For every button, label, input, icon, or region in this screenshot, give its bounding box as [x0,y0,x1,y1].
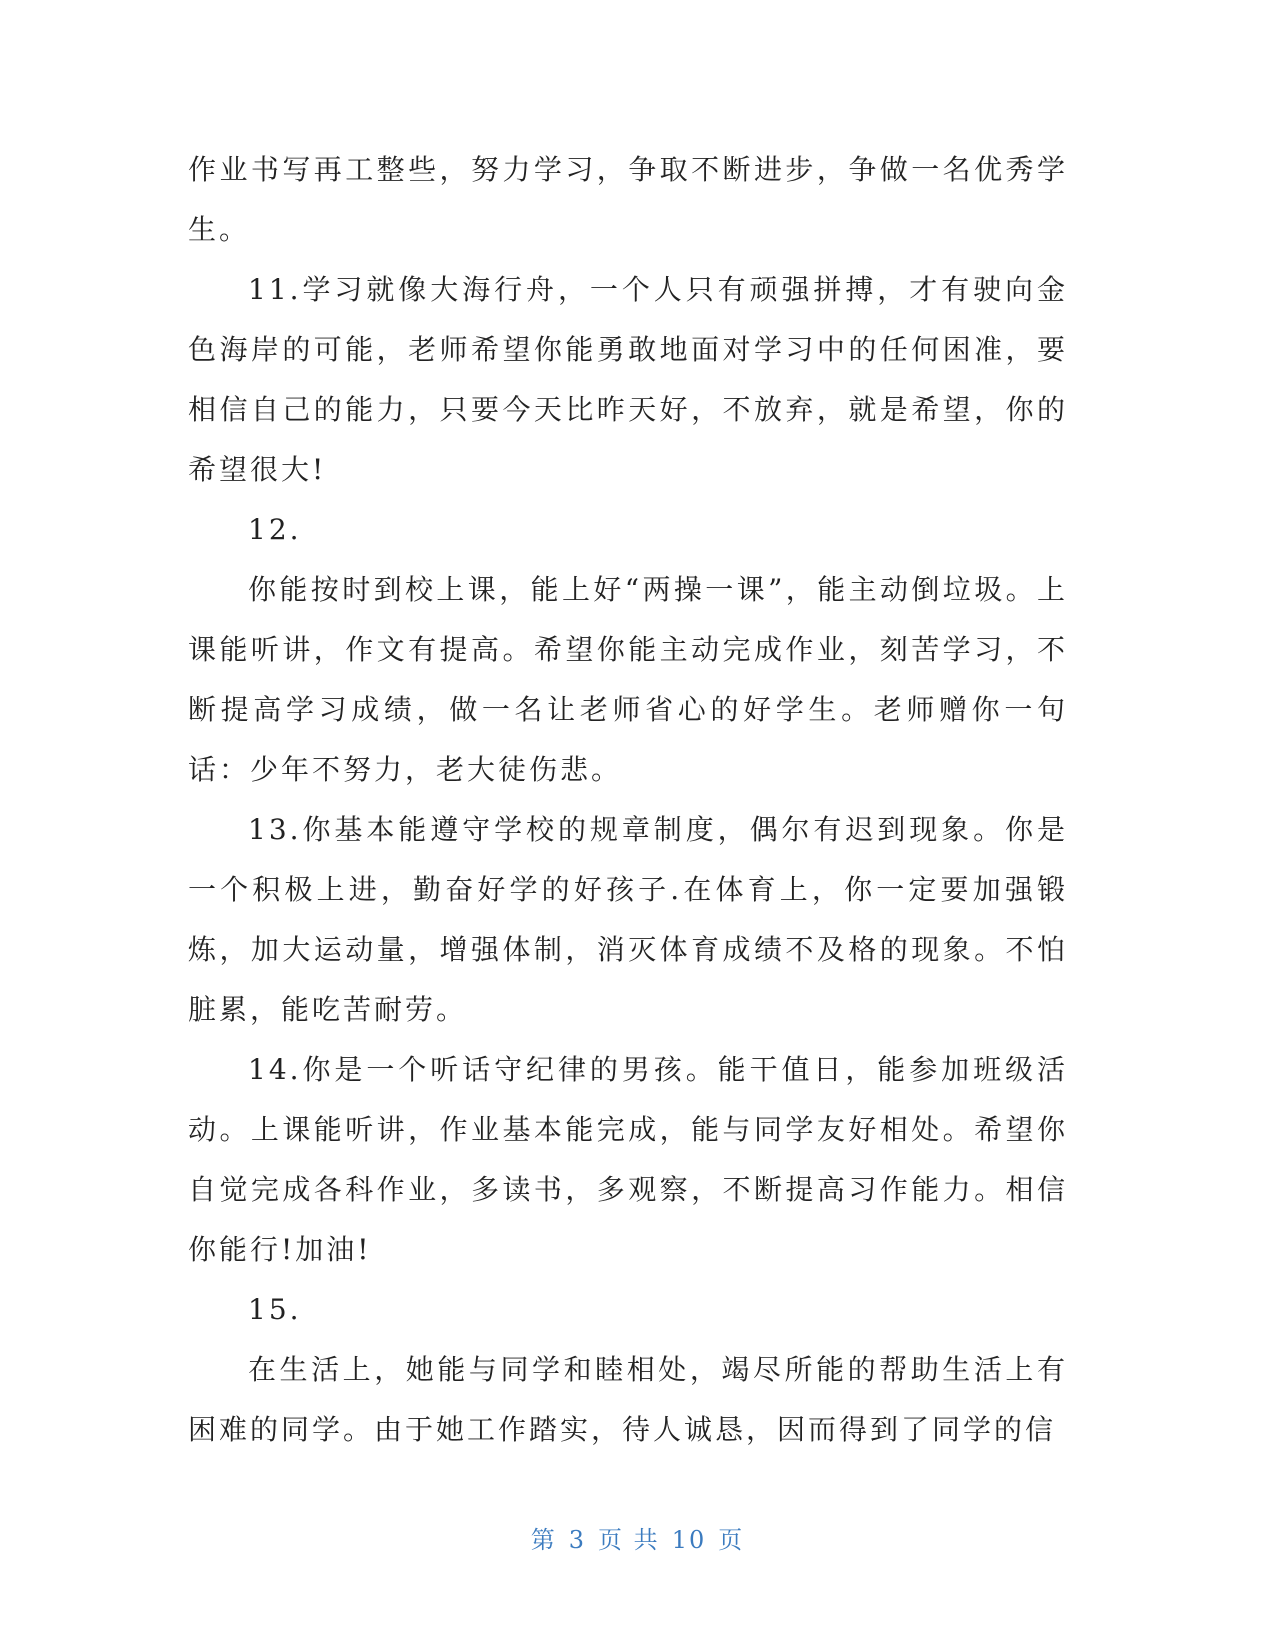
document-body [188,140,1068,1460]
paragraph-1: 作业书写再工整些，努力学习，争取不断进步，争做一名优秀学生。 [188,153,1068,246]
footer-current-page: 3 [568,1526,587,1554]
paragraph-2: 11.学习就像大海行舟，一个人只有顽强拼搏，才有驶向金色海岸的可能，老师希望你能勇敢地面对学习中的任何困准，要相信自己的能力，只要今天比昨天好，不放弃，就是希望，你的希望很大! [188,273,1068,486]
paragraph-8: 在生活上，她能与同学和睦相处，竭尽所能的帮助生活上有困难的同学。由于她工作踏实，待人诚恳，因而得到了同学的信 [188,1353,1068,1446]
paragraph-4: 你能按时到校上课，能上好“两操一课”，能主动倒垃圾。上课能听讲，作文有提高。希望你能主动完成作业，刻苦学习，不断提高学习成绩，做一名让老师省心的好学生。老师赠你一句话：少年不努力，老大徒伤悲。 [188,573,1068,786]
footer-middle: 页 共 [598,1526,660,1554]
page-footer [0,1520,1275,1560]
paragraph-6: 14.你是一个听话守纪律的男孩。能干值日，能参加班级活动。上课能听讲，作业基本能完成，能与同学友好相处。希望你自觉完成各科作业，多读书，多观察，不断提高习作能力。相信你能行!加油! [188,1053,1068,1266]
paragraph-7: 15. [248,1293,302,1326]
paragraph-5: 13.你基本能遵守学校的规章制度，偶尔有迟到现象。你是一个积极上进，勤奋好学的好孩子.在体育上，你一定要加强锻炼，加大运动量，增强体制，消灭体育成绩不及格的现象。不怕脏累，能吃苦耐劳。 [188,813,1068,1026]
footer-suffix: 页 [718,1526,745,1554]
footer-total-pages: 10 [671,1526,707,1554]
footer-prefix: 第 [530,1526,557,1554]
paragraph-3: 12. [248,513,302,546]
